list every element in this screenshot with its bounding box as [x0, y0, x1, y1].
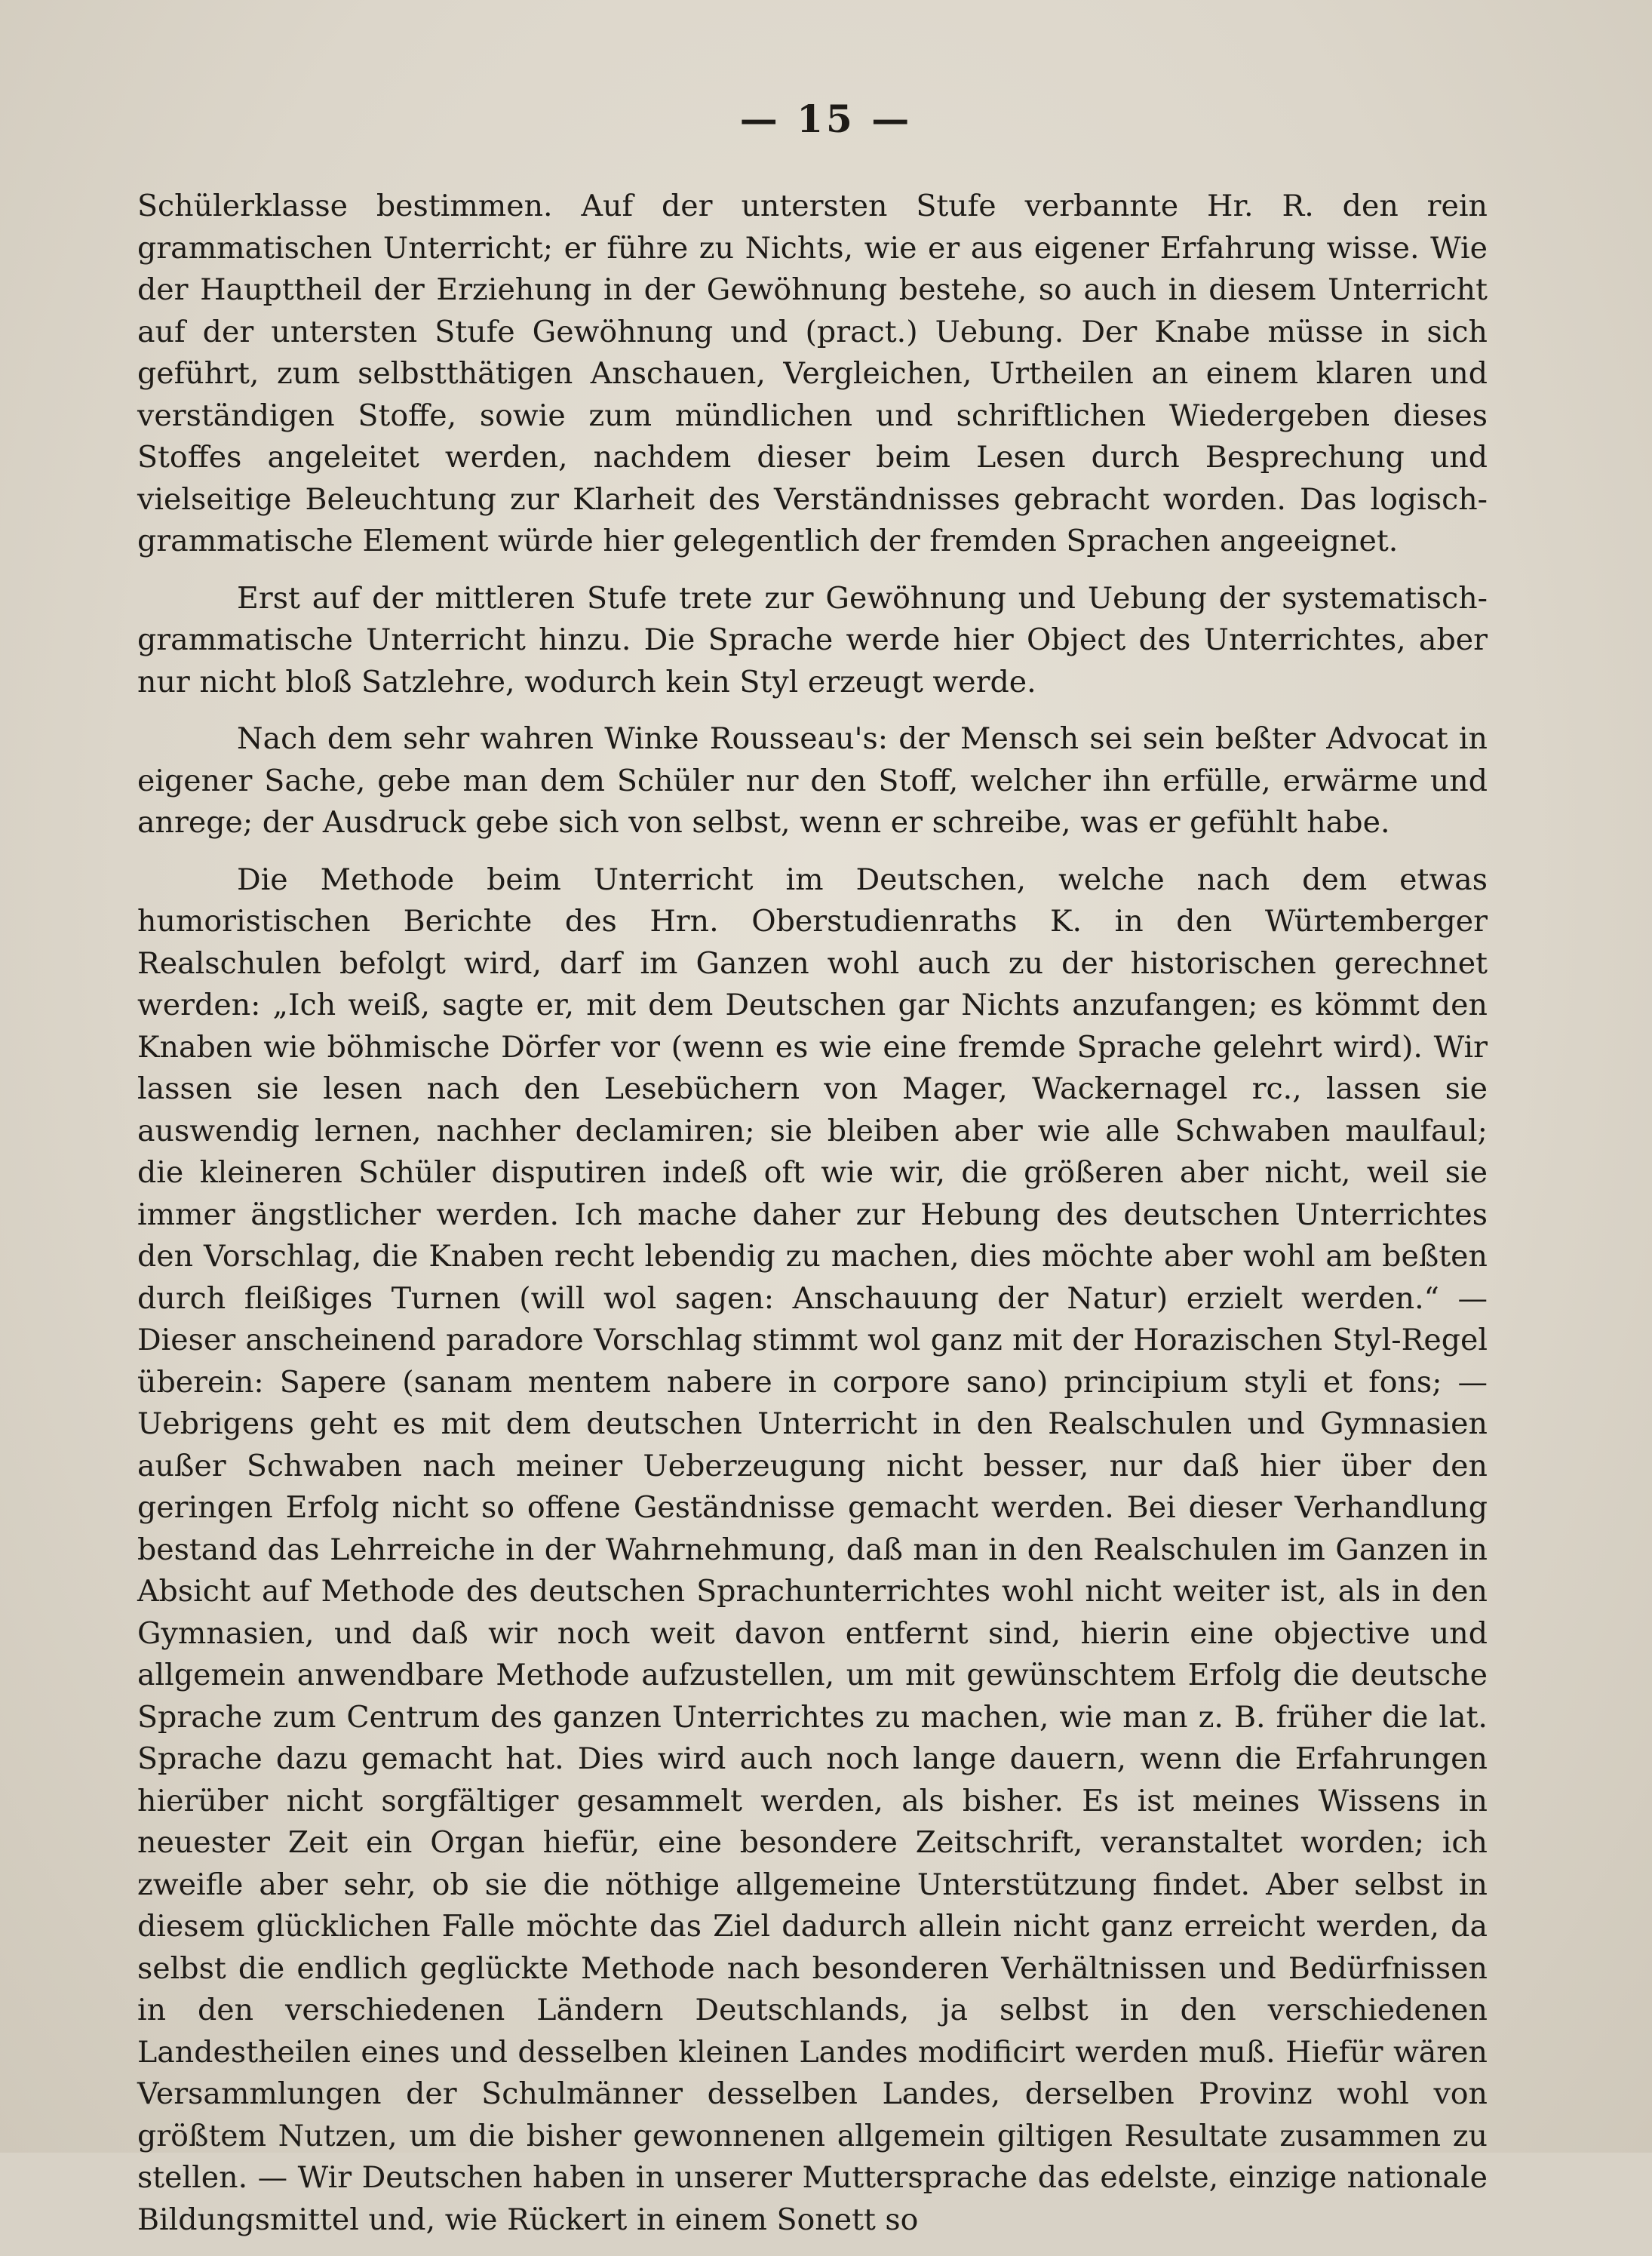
paragraph-1: Schülerklasse bestimmen. Auf der untersten Stufe verbannte Hr. R. den rein grammatischen Unterricht; er führe zu Nichts, wie er aus eigener Erfahrung wisse. Wie der Haupttheil der Erziehung in der Gewöhnung bestehe, so auch in diesem Unterricht auf der untersten Stufe Gewöhnung und (pract.) Uebung. Der Knabe müsse in sich geführt, zum selbstthätigen Anschauen, Vergleichen, Urtheilen an einem klaren und verständigen Stoffe, sowie zum mündlichen und schriftlichen Wiedergeben dieses Stoffes angeleitet werden, nachdem dieser beim Lesen durch Besprechung und vielseitige Beleuchtung zur Klarheit des Verständnisses gebracht worden. Das logisch-grammatische Element würde hier gelegentlich der fremden Sprachen angeeignet. [137, 189, 1488, 558]
paragraph-4: Die Methode beim Unterricht im Deutschen, welche nach dem etwas humoristischen Berichte des Hrn. Oberstudienraths K. in den Würtemberger Realschulen befolgt wird, darf im Ganzen wohl auch zu der historischen gerechnet werden: „Ich weiß, sagte er, mit dem Deutschen gar Nichts anzufangen; es kömmt den Knaben wie böhmische Dörfer vor (wenn es wie eine fremde Sprache gelehrt wird). Wir lassen sie lesen nach den Lesebüchern von Mager, Wackernagel rc., lassen sie auswendig lernen, nachher declamiren; sie bleiben aber wie alle Schwaben maulfaul; die kleineren Schüler disputiren indeß oft wie wir, die größeren aber nicht, weil sie immer ängstlicher werden. Ich mache daher zur Hebung des deutschen Unterrichtes den Vorschlag, die Knaben recht lebendig zu machen, dies möchte aber wohl am beßten durch fleißiges Turnen (will wol sagen: Anschauung der Natur) erzielt werden.“ — Dieser anscheinend paradore Vorschlag stimmt wol ganz mit der Horazischen Styl-Regel überein: Sapere (sanam mentem nabere in corpore sano) principium styli et fons; — Uebrigens geht es mit dem deutschen Unterricht in den Realschulen und Gymnasien außer Schwaben nach meiner Ueberzeugung nicht besser, nur daß hier über den geringen Erfolg nicht so offene Geständnisse gemacht werden. Bei dieser Verhandlung bestand das Lehrreiche in der Wahrnehmung, daß man in den Realschulen im Ganzen in Absicht auf Methode des deutschen Sprachunterrichtes wohl nicht weiter ist, als in den Gymnasien, und daß wir noch weit davon entfernt sind, hierin eine objective und allgemein anwendbare Methode aufzustellen, um mit gewünschtem Erfolg die deutsche Sprache zum Centrum des ganzen Unterrichtes zu machen, wie man z. B. früher die lat. Sprache dazu gemacht hat. Dies wird auch noch lange dauern, wenn die Erfahrungen hierüber nicht sorgfältiger gesammelt werden, als bisher. Es ist meines Wissens in neuester Zeit ein Organ hiefür, eine besondere Zeitschrift, veranstaltet worden; ich zweifle aber sehr, ob sie die nöthige allgemeine Unterstützung findet. Aber selbst in diesem glücklichen Falle möchte das Ziel dadurch allein nicht ganz erreicht werden, da selbst die endlich geglückte Methode nach besonderen Verhältnissen und Bedürfnissen in den verschiedenen Ländern Deutschlands, ja selbst in den verschiedenen Landestheilen eines und desselben kleinen Landes modificirt werden muß. Hiefür wären Versammlungen der Schulmänner desselben Landes, derselben Provinz wohl von größtem Nutzen, um die bisher gewonnenen allgemein giltigen Resultate zusammen zu stellen. — Wir Deutschen haben in unserer Muttersprache das edelste, einzige nationale Bildungsmittel und, wie Rückert in einem Sonett so [137, 862, 1488, 2237]
paragraph-2: Erst auf der mittleren Stufe trete zur Gewöhnung und Uebung der systematisch-grammatische Unterricht hinzu. Die Sprache werde hier Object des Unterrichtes, aber nur nicht bloß Satzlehre, wodurch kein Styl erzeugt werde. [137, 580, 1488, 699]
paragraph-3: Nach dem sehr wahren Winke Rousseau's: der Mensch sei sein beßter Advocat in eigener Sache, gebe man dem Schüler nur den Stoff, welcher ihn erfülle, erwärme und anrege; der Ausdruck gebe sich von selbst, wenn er schreibe, was er gefühlt habe. [137, 721, 1488, 840]
page-text [137, 186, 1488, 2256]
page-number: — 15 — [739, 97, 913, 141]
